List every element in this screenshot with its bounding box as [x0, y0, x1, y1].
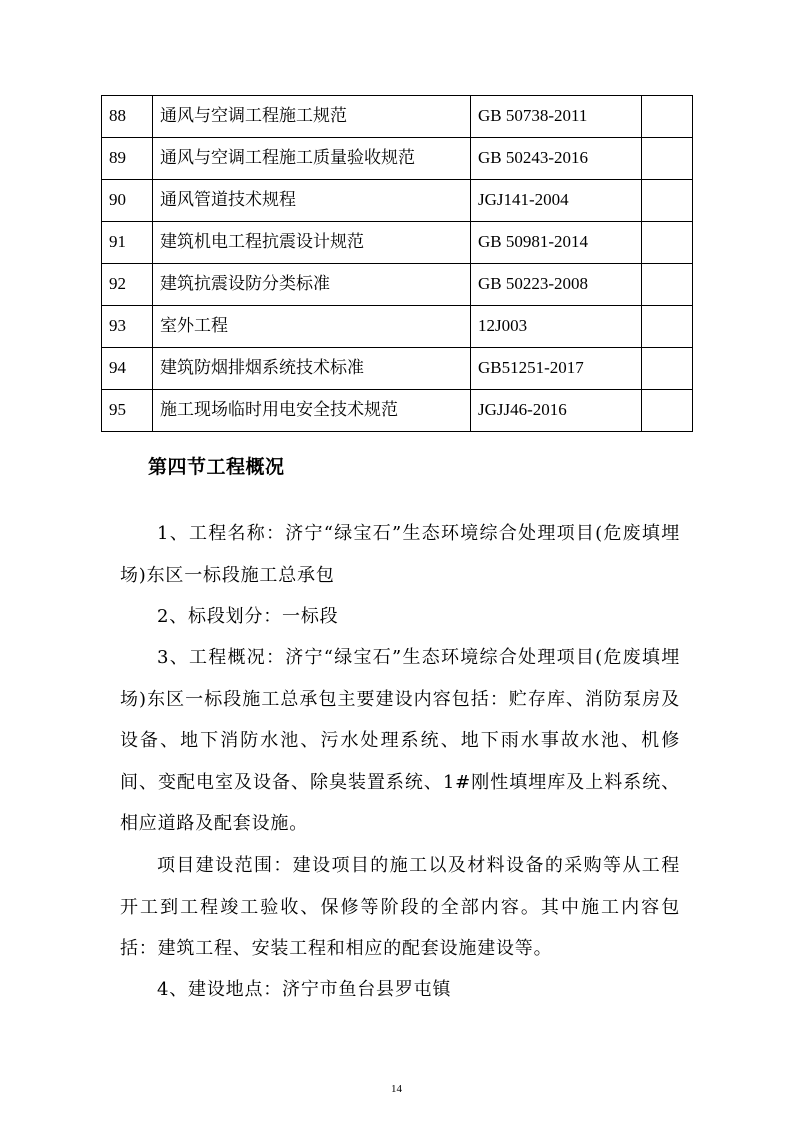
standard-code: GB 50981-2014	[471, 222, 642, 264]
paragraph-construction-scope: 项目建设范围：建设项目的施工以及材料设备的采购等从工程开工到工程竣工验收、保修等阶段的全部内容。其中施工内容包括：建筑工程、安装工程和相应的配套设施建设等。	[120, 855, 680, 959]
standard-note	[642, 306, 693, 348]
paragraph-lot-division: 2、标段划分：一标段	[157, 606, 339, 627]
paragraph-project-name: 1、工程名称：济宁“绿宝石”生态环境综合处理项目(危废填埋场)东区一标段施工总承包	[120, 523, 680, 586]
paragraph-project-overview: 3、工程概况：济宁“绿宝石”生态环境综合处理项目(危废填埋场)东区一标段施工总承包主要建设内容包括：贮存库、消防泵房及设备、地下消防水池、污水处理系统、地下雨水事故水池、机修间、变配电室及设备、除臭装置系统、1#刚性填埋库及上料系统、相应道路及配套设施。	[120, 647, 680, 834]
standard-name: 通风与空调工程施工质量验收规范	[153, 138, 471, 180]
table-row	[102, 390, 693, 432]
standard-code: JGJJ46-2016	[471, 390, 642, 432]
row-number: 89	[102, 138, 153, 180]
standards-table	[101, 95, 693, 432]
paragraph-construction-site: 4、建设地点：济宁市鱼台县罗屯镇	[157, 979, 452, 1000]
standard-code: GB 50243-2016	[471, 138, 642, 180]
standard-code: JGJ141-2004	[471, 180, 642, 222]
table-row	[102, 138, 693, 180]
row-number: 93	[102, 306, 153, 348]
standard-code: GB51251-2017	[471, 348, 642, 390]
standard-note	[642, 390, 693, 432]
section-heading: 第四节工程概况	[148, 456, 285, 478]
standard-code: 12J003	[471, 306, 642, 348]
standard-name: 建筑机电工程抗震设计规范	[153, 222, 471, 264]
standard-note	[642, 348, 693, 390]
standard-name: 建筑防烟排烟系统技术标准	[153, 348, 471, 390]
row-number: 88	[102, 96, 153, 138]
page-number: 14	[391, 1083, 402, 1095]
table-row	[102, 180, 693, 222]
row-number: 90	[102, 180, 153, 222]
table-row	[102, 348, 693, 390]
standard-note	[642, 138, 693, 180]
row-number: 92	[102, 264, 153, 306]
table-row	[102, 264, 693, 306]
standard-name: 室外工程	[153, 306, 471, 348]
standard-code: GB 50223-2008	[471, 264, 642, 306]
standard-note	[642, 222, 693, 264]
row-number: 95	[102, 390, 153, 432]
standard-code: GB 50738-2011	[471, 96, 642, 138]
standard-note	[642, 96, 693, 138]
standard-name: 建筑抗震设防分类标准	[153, 264, 471, 306]
table-row	[102, 222, 693, 264]
table-row	[102, 96, 693, 138]
table-row	[102, 306, 693, 348]
standard-name: 施工现场临时用电安全技术规范	[153, 390, 471, 432]
standard-name: 通风管道技术规程	[153, 180, 471, 222]
row-number: 94	[102, 348, 153, 390]
standard-note	[642, 264, 693, 306]
standard-note	[642, 180, 693, 222]
row-number: 91	[102, 222, 153, 264]
standard-name: 通风与空调工程施工规范	[153, 96, 471, 138]
